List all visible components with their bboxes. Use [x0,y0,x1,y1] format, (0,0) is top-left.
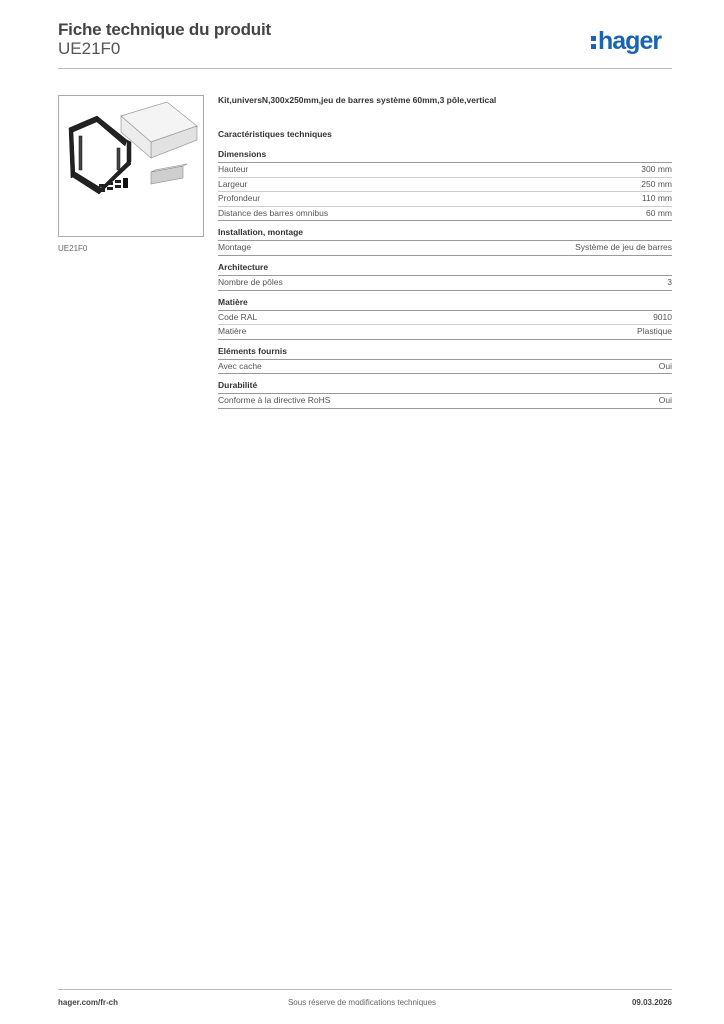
spec-value: 250 mm [641,178,672,189]
spec-row [218,207,672,222]
product-code: UE21F0 [58,39,121,58]
spec-label: Conforme à la directive RoHS [218,395,331,406]
product-kit-illustration [59,96,203,236]
section-title: Durabilité [218,380,672,394]
spec-row [218,360,672,375]
image-caption: UE21F0 [58,244,88,253]
spec-value: 3 [667,276,672,287]
footer-website[interactable]: hager.com/fr-ch [58,998,119,1007]
hager-logo [591,26,661,56]
spec-section [218,297,672,340]
spec-row [218,276,672,291]
spec-row [218,178,672,193]
spec-label: Largeur [218,178,248,189]
spec-value: Système de jeu de barres [575,242,672,253]
page-title: Fiche technique du produit [58,20,271,39]
spec-section [218,380,672,409]
footer-divider [58,989,672,990]
spec-row [218,163,672,178]
logo-colon-icon [591,34,596,50]
footer-date: 09.03.2026 [631,998,672,1007]
section-title: Eléments fournis [218,346,672,360]
section-title: Dimensions [218,149,672,163]
spec-section [218,149,672,221]
spec-content [218,95,672,409]
spec-row [218,311,672,326]
spec-label: Hauteur [218,164,249,174]
footer-disclaimer: Sous réserve de modifications techniques [287,998,437,1007]
spec-value: Plastique [637,326,672,337]
logo-text: hager [598,27,662,55]
spec-sections [218,149,672,409]
header-divider [58,68,672,69]
section-title: Architecture [218,262,672,276]
spec-value: Oui [658,395,672,406]
spec-row [218,192,672,207]
spec-label: Avec cache [218,360,262,371]
section-title: Installation, montage [218,227,672,241]
spec-label: Montage [218,242,252,253]
spec-label: Code RAL [218,311,258,322]
tech-heading: Caractéristiques techniques [218,129,332,139]
product-image [58,95,204,237]
spec-value: Oui [658,360,672,371]
spec-label: Nombre de pôles [218,276,283,287]
grey-plate-icon [151,164,187,184]
spec-row [218,325,672,340]
spec-value: 110 mm [641,193,672,204]
product-description: Kit,universN,300x250mm,jeu de barres système 60mm,3 pôle,vertical [218,95,497,105]
cover-box-icon [121,102,197,158]
spec-row [218,394,672,409]
section-title: Matière [218,297,672,311]
spec-label: Matière [218,326,247,337]
spec-label: Distance des barres omnibus [218,207,329,218]
spec-value: 60 mm [646,207,672,218]
spec-section [218,346,672,375]
spec-value: 9010 [653,311,672,322]
spec-section [218,227,672,256]
spec-section [218,262,672,291]
spec-value: 300 mm [641,164,672,174]
spec-label: Profondeur [218,193,261,204]
spec-row [218,241,672,256]
